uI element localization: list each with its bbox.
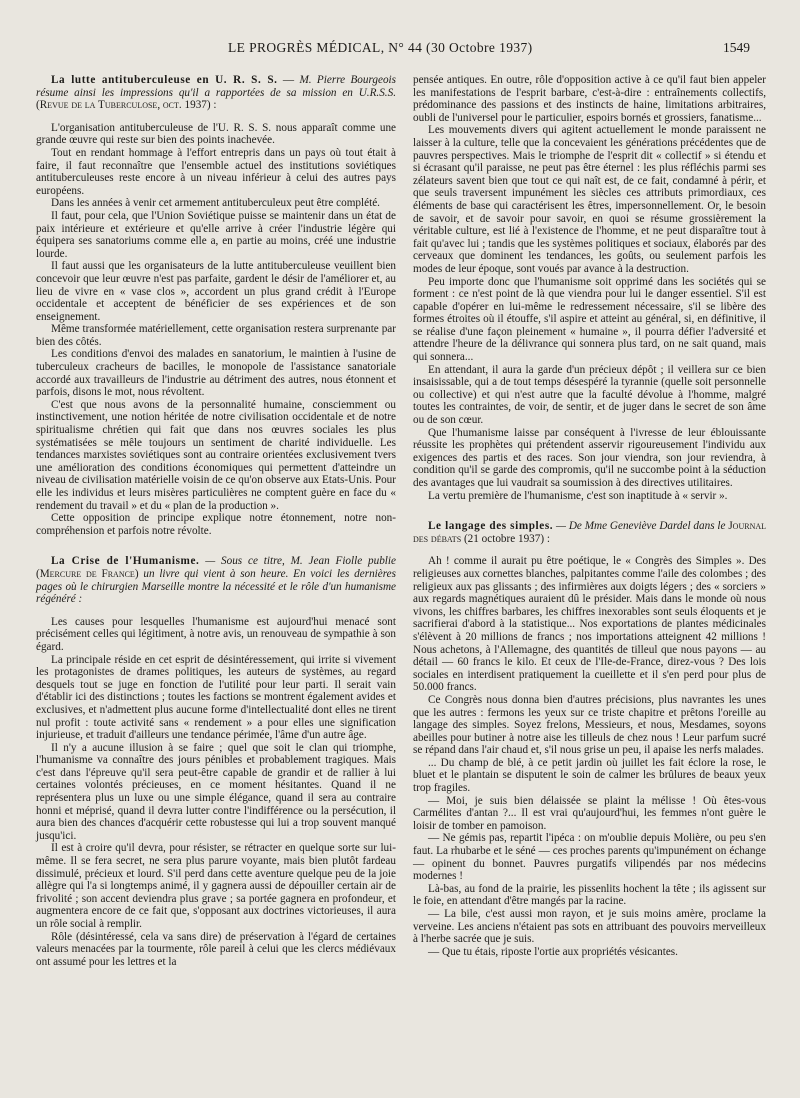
article-source: Journal des débats bbox=[413, 520, 767, 545]
right-column bbox=[413, 74, 766, 958]
paragraph: — La bile, c'est aussi mon rayon, et je suis moins amère, proclame la verveine. Les anciens n'étaient pas sots en attribuant des pouvoirs merveilleux à l'herbe sacrée que je suis. bbox=[413, 908, 766, 946]
paragraph: Que l'humanisme laisse par conséquent à l'ivresse de leur éblouissante réussite les prophètes qui prétendent asservir rigoureusement l'individu aux exigences des partis et des races. Son jour viendra, son jour reviendra, à condition qu'il se garde des compromis, qu'il ne succombe point à la séduction des avantages que lui vaudrait sa soumission à des directives utilitaires. bbox=[413, 426, 766, 489]
article-title: Le langage des simples. bbox=[428, 520, 554, 533]
page-number: 1549 bbox=[723, 40, 750, 55]
paragraph: L'organisation antituberculeuse de l'U. R. S. S. nous apparaît comme une grande œuvre qui reste sur bien des points inachevée. bbox=[36, 121, 396, 147]
paragraph: ... Du champ de blé, à ce petit jardin où juillet les fait éclore la rose, le bluet et le plantain se disputent le soin de calmer les brûlures de beaux yeux trop fragiles. bbox=[413, 756, 766, 795]
paragraph: Peu importe donc que l'humanisme soit opprimé dans les sociétés qui se forment : ce n'est point de là que viendra pour lui le danger essentiel. S'il est capable d'opérer en lui-même le redressement nécessaire, s'il se libère des formes étroites où il étouffe, s'il aspire et atteint au général, si, en définitive, il se réalise d'une façon pleinement « humaine », il pourra défier l'adversité et attendre l'heure de la délivrance qui sonnera plus tard, on ne sait quand, mais qui sonnera... bbox=[413, 275, 766, 364]
paragraph: Il faut, pour cela, que l'Union Soviétique puisse se maintenir dans un état de paix intérieure et extérieure et qu'elle arrive à créer l'industrie légère qui équipera ses sanatoriums comme elle a, en partie au moins, créé une industrie lourde. bbox=[36, 209, 396, 260]
article-intro: — Sous ce titre, M. Jean Fiolle publie bbox=[205, 555, 396, 568]
paragraph: Ah ! comme il aurait pu être poétique, le « Congrès des Simples ». Des religieuses aux cornettes blanches, palpitantes comme l'aile des colombes ; des religieux aux pas glissants ; des infirmières aux doigts légers ; des « sorciers » aux regards magnétiques auraient dû le présider. Mais dans le monde où nous vivons, les chiffres barbares, les chiffres inexorables sont seuls éloquents et je sacrifierai d'abord à la statistique... Nos exportations de plantes médicinales s'élèvent à 20 millions de francs ; nos importations atteignent 42 millions ! Nous achetons, à l'Allemagne, des quantités de tilleul que nous payons — au détail — 60 francs le kilo. Et ceux de l'Ile-de-France, direz-vous ? Des lois sociales en interdisent pratiquement la cueillette et il s'en perd pour plus de 50.000 francs. bbox=[413, 555, 766, 694]
paragraph: Les conditions d'envoi des malades en sanatorium, le maintien à l'usine de tuberculeux cracheurs de bacilles, le monopole de l'assistance sanatoriale accordé aux travailleurs de l'industrie au détriment des autres, nous étonnent et parfois, disons le mot, nous révoltent. bbox=[36, 348, 396, 399]
paragraph: — Ne gémis pas, repartit l'ipéca : on m'oublie depuis Molière, ou peu s'en faut. La rhubarbe et le séné — ces proches parents qu'impunément on échange — opinent du bonnet. Pauvres purgatifs vilipendés par nos médecins modernes ! bbox=[413, 832, 766, 883]
article-title: La Crise de l'Humanisme. bbox=[51, 555, 200, 568]
paragraph: Cette opposition de principe explique notre étonnement, notre non-compréhension et parfois notre révolte. bbox=[36, 512, 396, 537]
paragraph: Les mouvements divers qui agitent actuellement le monde paraissent ne laisser à la culture, telle que la concevaient les générations précédentes que de pauvres perspectives. Mais le triomphe de l'esprit dit « collectif » si étendu et si écrasant qu'il paraisse, ne peut pas être éternel : les plus réfléchis parmi ses zélateurs savent bien que tout ce qui naît est, de ce fait, condamné à périr, et que seuls traversent impunément les siècles ces attributs primordiaux, ces éléments de base qui caractérisent les êtres, impersonnellement. Or, le besoin de savoir, et de savoir pour savoir, en quoi se résume grossièrement la véritable culture, est lié à l'existence de l'homme, et ne peut disparaître tout à fait qu'avec lui ; tandis que les systèmes politiques et sociaux, élaborés par des cerveaux que dominent les tendances, les goûts, ou seulement parfois les modes de leur époque, sont voués par avance à la destruction. bbox=[413, 124, 766, 275]
article-heading bbox=[413, 520, 766, 545]
article-date: (21 octobre 1937) : bbox=[463, 532, 550, 545]
article-title: La lutte antituberculeuse en U. R. S. S. bbox=[51, 74, 278, 86]
paragraph: En attendant, il aura la garde d'un précieux dépôt ; il veillera sur ce bien insaisissable, qui a de tout temps désespéré la tyrannie (quelle soit personnelle ou collective) et qui n'est autre que la faculté dévolue à l'homme, malgré toutes les contraintes, de voir, de sentir, et de juger dans le secret de son âme ou de son cœur. bbox=[413, 363, 766, 427]
paragraph: La principale réside en cet esprit de désintéressement, qui irrite si vivement les protagonistes de drames politiques, les auteurs de systèmes, au regard desquels tout se juge en fonction de l'utilité pour leur parti. Il serait vain d'établir ici des distinctions ; toutes les factions se montrent également avides et exclusives, et n'admettent plus aucune forme d'intellectualité dont elles ne tirent nul profit : toute activité sans « rendement » a pour elles une signification injurieuse, et traduit d'ailleurs une tendance périmée, l'âme d'un autre âge. bbox=[36, 653, 396, 742]
article-intro: — De Mme Geneviève Dardel dans le bbox=[556, 520, 726, 533]
paragraph: C'est que nous avons de la personnalité humaine, consciemment ou instinctivement, une notion héritée de notre civilisation occidentale et de notre spiritualisme chrétien qui fait que dans nos œuvres sociales les plus systématisées se mêle toujours un sentiment de charité individuelle. Les tendances marxistes soviétiques sont au contraire orientées exclusivement tvers une amélioration des conditions économiques qui permettent d'atteindre un niveau de civilisation matérielle voisin de ce qu'on observe aux Etats-Unis. Pour elle les individus et leurs misères particulières ne comptent guère en face du « rendement du travail » et du « plan de la production ». bbox=[36, 398, 396, 512]
article-intro-suffix: un livre qui vient à son heure. En voici les dernières pages où le chirurgien Marseille montre la nécessité et le rôle d'un humanisme régénéré : bbox=[36, 567, 396, 606]
paragraph: Les causes pour lesquelles l'humanisme est aujourd'hui menacé sont précisément celles qui légitiment, à notre avis, un renouveau de sympathie à son égard. bbox=[36, 615, 396, 653]
paragraph: La vertu première de l'humanisme, c'est son inaptitude à « servir ». bbox=[428, 489, 728, 502]
paragraph: Ce Congrès nous donna bien d'autres précisions, plus navrantes les unes que les autres : fermons les yeux sur ce triste chapitre et prêtons l'oreille au langage des simples. Soyez frelons, Messieurs, et nous, Mesdames, soyons abeilles pour butiner à notre aise les tilleuls de chez nous ! Leur parfum sucré se répand dans l'air chaud et, s'il nous grise un peu, il apaise les nerfs malades. bbox=[413, 693, 766, 757]
page-header bbox=[36, 40, 750, 60]
paragraph: Rôle (désintéressé, cela va sans dire) de préservation à l'égard de certaines valeurs menacées par la tourmente, rôle pareil à celui que les clercs médiévaux ont assumé pour les lettres et la bbox=[36, 930, 396, 968]
paragraph: Il n'y a aucune illusion à se faire ; quel que soit le clan qui triomphe, l'humanisme va connaître des jours pénibles et probablement tragiques. Mais c'est dans l'épreuve qu'il sera peut-être capable de grandir et de rallier à lui certaines volontés précieuses, en ce moment hésitantes. Quand il ne représentera plus un luxe ou une simple élégance, quand il sera au contraire honni et méprisé, quand il devra lutter contre l'indifférence ou la persécution, il aura bien des chances d'acquérir cette robustesse qui lui a trop souvent manqué jusqu'ici. bbox=[36, 741, 396, 842]
article-intro: M. Pierre Bourgeois résume ainsi les impressions qu'il a rapportées de sa mission en U.R.S.S. bbox=[36, 74, 397, 99]
paragraph: pensée antiques. En outre, rôle d'opposition active à ce qu'il faut bien appeler les manifestations de l'esprit barbare, c'est-à-dire : entraînements collectifs, prédominance des passions et des instincts de haine, limitations arbitraires, oubli de l'universel pour le particulier, espoirs bornés et grossiers, fanatisme... bbox=[413, 74, 766, 124]
paragraph: Tout en rendant hommage à l'effort entrepris dans un pays où tout était à faire, il faut reconnaître que l'ensemble actuel des institutions soviétiques antituberculeuses reste encore à un niveau inférieur à celui des autres pays européens. bbox=[36, 146, 396, 197]
paragraph: Dans les années à venir cet armement antituberculeux peut être complété. bbox=[51, 197, 380, 210]
paragraph: Là-bas, au fond de la prairie, les pissenlits hochent la tête ; ils agissent sur le foie, en attendant d'être mangés par la racine. bbox=[413, 882, 766, 908]
paragraph: Il faut aussi que les organisateurs de la lutte antituberculeuse veuillent bien concevoir que leur œuvre n'est pas parfaite, gardent le désir de l'améliorer et, au lieu de vivre en « vase clos », accordent un plus grand crédit à l'Europe occidentale et acceptent de bénéficier de ses expériences et de son enseignement. bbox=[36, 260, 396, 323]
article-heading: La lutte antituberculeuse en U. R. S. S. — M. Pierre Bourgeois résume ainsi les impressions qu'il a rapportées de sa mission en U.R.S.S. (Revue de la Tuberculose, oct. 1937) : bbox=[36, 74, 397, 112]
running-title: LE PROGRÈS MÉDICAL, N° 44 (30 Octobre 1937) bbox=[228, 40, 533, 55]
article-heading bbox=[36, 555, 396, 605]
spacer bbox=[413, 502, 766, 520]
paragraph: Il est à croire qu'il devra, pour résister, se rétracter en quelque sorte sur lui-même. Il se fera secret, ne sera plus parure voyante, mais bien plutôt fardeau dissimulé, précieux et lourd. S'il perd dans cette aventure quelque peu de la joie allègre qui l'a si longtemps animé, il y gagnera aussi de dépouiller certain air de frivolité ; son accent deviendra plus grave ; sa portée gagnera en profondeur, et augmentera encore de ce fait que, s'opposant aux doctrines victorieuses, il aura un rôle social à remplir. bbox=[36, 842, 396, 930]
article-source: (Revue de la Tuberculose, oct. 1937) : bbox=[36, 99, 217, 112]
paragraph: — Moi, je suis bien délaissée se plaint la mélisse ! Où êtes-vous Carmélites d'antan ?... Il est vrai qu'aujourd'hui, les femmes n'ont guère le loisir de tomber en pamoison. bbox=[413, 794, 766, 832]
article-source: (Mercure de France) bbox=[36, 567, 139, 580]
left-column bbox=[36, 74, 396, 968]
paragraph: Même transformée matériellement, cette organisation restera surprenante par bien des côtés. bbox=[36, 323, 396, 348]
paragraph: — Que tu étais, riposte l'ortie aux propriétés vésicantes. bbox=[428, 945, 678, 958]
spacer bbox=[36, 537, 396, 555]
